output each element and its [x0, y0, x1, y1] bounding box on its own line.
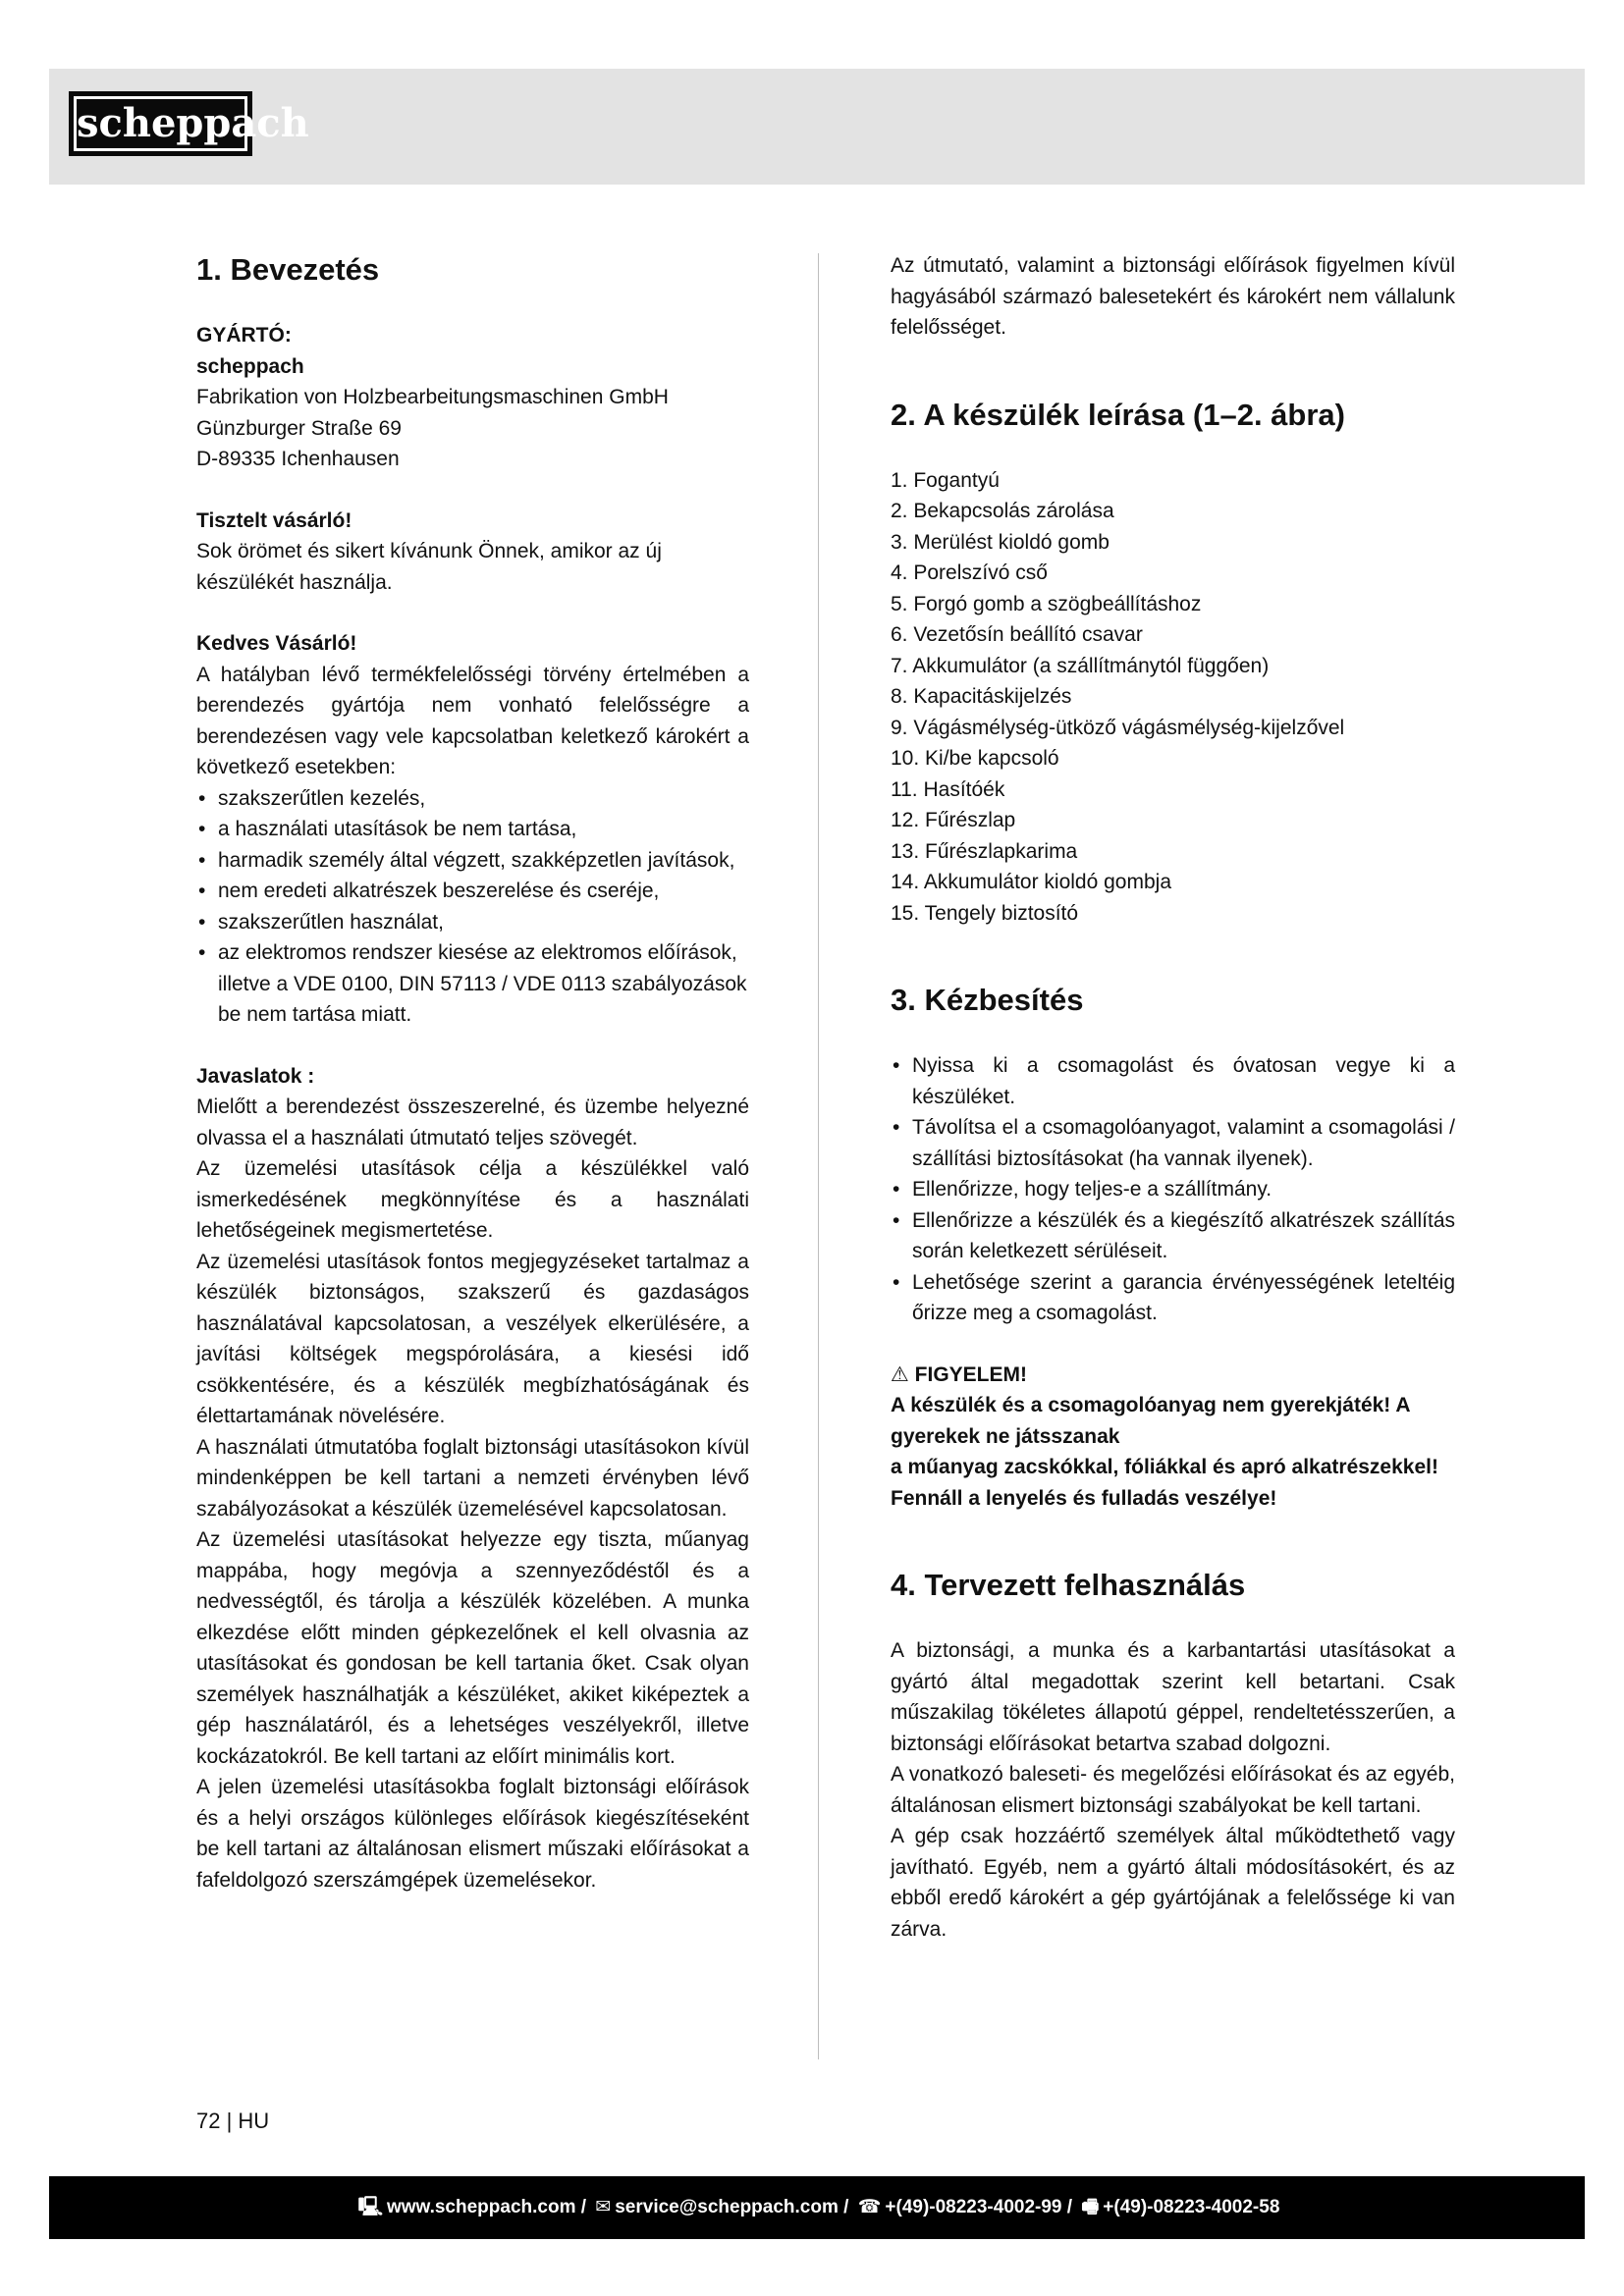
- part-item: 11. Hasítóék: [891, 777, 1005, 801]
- maker-line-2: Günzburger Straße 69: [196, 416, 402, 440]
- list-item: • harmadik személy által végzett, szakképzetlen javítások,: [196, 845, 749, 877]
- page-number: 72 | HU: [196, 2109, 270, 2133]
- part-item: 12. Fűrészlap: [891, 809, 1016, 831]
- list-item: • a használati utasítások be nem tartása,: [196, 814, 749, 845]
- section-3-heading: 3. Kézbesítés: [891, 983, 1084, 1017]
- part-item: 9. Vágásmélység-ütköző vágásmélység-kijelzővel: [891, 716, 1345, 739]
- footer-web[interactable]: www.scheppach.com: [386, 2197, 576, 2217]
- maker-name: scheppach: [196, 354, 304, 378]
- part-item: 7. Akkumulátor (a szállítmánytól függően): [891, 654, 1270, 677]
- warning-text-1: A készülék és a csomagolóanyag nem gyerekjáték! A gyerekek ne játsszanak: [891, 1394, 1410, 1448]
- footer-separator: /: [580, 2197, 587, 2217]
- maker-line-3: D-89335 Ichenhausen: [196, 448, 400, 470]
- use-paragraph-3: A gép csak hozzáértő személyek által működtethető vagy javítható. Egyéb, nem a gyártó általi módosításokért, és az ebből eredő károkért a gép gyártójának a felelőssége ki van zárva.: [891, 1825, 1455, 1941]
- footer-separator: /: [843, 2197, 849, 2217]
- list-item: • nem eredeti alkatrészek beszerelése és cseréje,: [196, 876, 749, 907]
- footer-phone: +(49)-08223-4002-99: [885, 2197, 1062, 2217]
- part-item: 10. Ki/be kapcsoló: [891, 747, 1059, 770]
- right-column: [891, 250, 1455, 1945]
- dear1-text: Sok örömet és sikert kívánunk Önnek, amikor az új készülékét használja.: [196, 540, 662, 594]
- section-2-heading: 2. A készülék leírása (1–2. ábra): [891, 397, 1345, 432]
- column-divider: [818, 253, 819, 2059]
- list-item: • szakszerűtlen használat,: [196, 907, 749, 938]
- part-item: 13. Fűrészlapkarima: [891, 839, 1078, 863]
- left-column: [196, 250, 749, 1896]
- section-1-heading: 1. Bevezetés: [196, 252, 380, 287]
- list-item: • az elektromos rendszer kiesése az elektromos előírások, illetve a VDE 0100, DIN 57113 / VDE 0113 szabályozások be nem tartása miatt.: [196, 937, 749, 1031]
- part-item: 6. Vezetősín beállító csavar: [891, 623, 1143, 646]
- rec-paragraph-6: A jelen üzemelési utasításokba foglalt biztonsági előírások és a helyi országos különleges előírások kiegészítéseként be kell tartani az általánosan elismert műszaki előírásokat a fafeldolgozó szerszámgépek üzemelésekor.: [196, 1776, 749, 1892]
- use-paragraph-2: A vonatkozó baleseti- és megelőzési előírásokat és az egyéb, általánosan elismert biztonsági szabályokat be kell tartani.: [891, 1763, 1455, 1817]
- monitor-icon: 🖳: [357, 2197, 383, 2217]
- list-item: • szakszerűtlen kezelés,: [196, 783, 749, 815]
- use-paragraph-1: A biztonsági, a munka és a karbantartási utasításokat a gyártó által megadottak szerint kell betartani. Csak műszakilag tökéletes állapotú géppel, rendeltetésszerűen, a biztonsági előírásokat betartva szabad dolgozni.: [891, 1639, 1455, 1755]
- liability-list: [196, 783, 749, 1031]
- warning-title: ⚠ FIGYELEM!: [891, 1362, 1027, 1386]
- dear1-title: Tisztelt vásárló!: [196, 508, 352, 532]
- part-item: 1. Fogantyú: [891, 468, 1000, 492]
- warning-text-2: a műanyag zacskókkal, fóliákkal és apró alkatrészekkel! Fennáll a lenyelés és fulladás veszélye!: [891, 1456, 1438, 1510]
- section-4-heading: 4. Tervezett felhasználás: [891, 1568, 1246, 1602]
- dear2-text: A hatályban lévő termékfelelősségi törvény értelmében a berendezés gyártója nem vonható felelősségre a berendezésen vagy vele kapcsolatban keletkező károkért a következő esetekben:: [196, 663, 749, 778]
- liability-intro: Az útmutató, valamint a biztonsági előírások figyelmen kívül hagyásából származó balesetekért és károkért nem vállalunk felelősséget.: [891, 254, 1455, 339]
- rec-paragraph-5: Az üzemelési utasításokat helyezze egy tiszta, műanyag mappába, hogy megóvja a szennyeződéstől és a nedvességtől, és tárolja a készülék közelében. A munka elkezdése előtt minden gépkezelőnek el kell olvasnia az utasításokat és gondosan be kell tartania őket. Csak olyan személyek használhatják a készüléket, akiket kiképeztek a gép használatáról, és a lehetséges veszélyekről, illetve kockázatokról. Be kell tartani az előírt minimális kort.: [196, 1528, 749, 1768]
- phone-icon: ☎: [857, 2197, 882, 2217]
- logo-text: scheppach: [74, 96, 247, 151]
- footer-bar: [49, 2176, 1585, 2239]
- list-item: • Ellenőrizze a készülék és a kiegészítő alkatrészek szállítás során keletkezett sérüléseit.: [891, 1205, 1455, 1267]
- rec-paragraph-3: Az üzemelési utasítások fontos megjegyzéseket tartalmaz a készülék biztonságos, szakszerű és gazdaságos használatával kapcsolatosan, a veszélyek elkerülésére, a javítási költségek megspórolására, a kiesési idő csökkentésére, és a készülék megbízhatóságának és élettartamának növelésére.: [196, 1250, 749, 1427]
- rec-paragraph-2: Az üzemelési utasítások célja a készülékkel való ismerkedésének megkönnyítése és a használati lehetőségeinek megismertetése.: [196, 1157, 749, 1242]
- scheppach-logo: [69, 91, 309, 156]
- rec-paragraph-4: A használati útmutatóba foglalt biztonsági utasításokon kívül mindenképpen be kell tartani a nemzeti érvényben lévő szabályozásokat a készülék üzemelésével kapcsolatosan.: [196, 1435, 749, 1521]
- part-item: 14. Akkumulátor kioldó gombja: [891, 871, 1171, 893]
- mail-icon: ✉: [595, 2197, 612, 2217]
- parts-list: [891, 465, 1455, 930]
- part-item: 5. Forgó gomb a szögbeállításhoz: [891, 592, 1202, 615]
- list-item: • Nyissa ki a csomagolást és óvatosan vegye ki a készüléket.: [891, 1050, 1455, 1112]
- part-item: 4. Porelszívó cső: [891, 561, 1048, 584]
- maker-label: GYÁRTÓ:: [196, 324, 292, 347]
- list-item: • Ellenőrizze, hogy teljes-e a szállítmány.: [891, 1174, 1455, 1205]
- footer-email[interactable]: service@scheppach.com: [615, 2197, 839, 2217]
- part-item: 2. Bekapcsolás zárolása: [891, 500, 1114, 522]
- footer-separator: /: [1066, 2197, 1073, 2217]
- footer-fax: +(49)-08223-4002-58: [1103, 2197, 1280, 2217]
- part-item: 8. Kapacitáskijelzés: [891, 685, 1072, 708]
- maker-line-1: Fabrikation von Holzbearbeitungsmaschinen GmbH: [196, 386, 669, 408]
- part-item: 3. Merülést kioldó gomb: [891, 530, 1110, 554]
- list-item: • Távolítsa el a csomagolóanyagot, valamint a csomagolási / szállítási biztosításokat (ha vannak ilyenek).: [891, 1112, 1455, 1174]
- rec-paragraph-1: Mielőtt a berendezést összeszerelné, és üzembe helyezné olvassa el a használati útmutató teljes szövegét.: [196, 1095, 749, 1149]
- recommendations-title: Javaslatok :: [196, 1064, 315, 1088]
- dear2-title: Kedves Vásárló!: [196, 632, 357, 655]
- part-item: 15. Tengely biztosító: [891, 901, 1079, 925]
- list-item: • Lehetősége szerint a garancia érvényességének leteltéig őrizze meg a csomagolást.: [891, 1267, 1455, 1329]
- fax-icon: 🖷: [1081, 2197, 1100, 2217]
- delivery-list: [891, 1050, 1455, 1329]
